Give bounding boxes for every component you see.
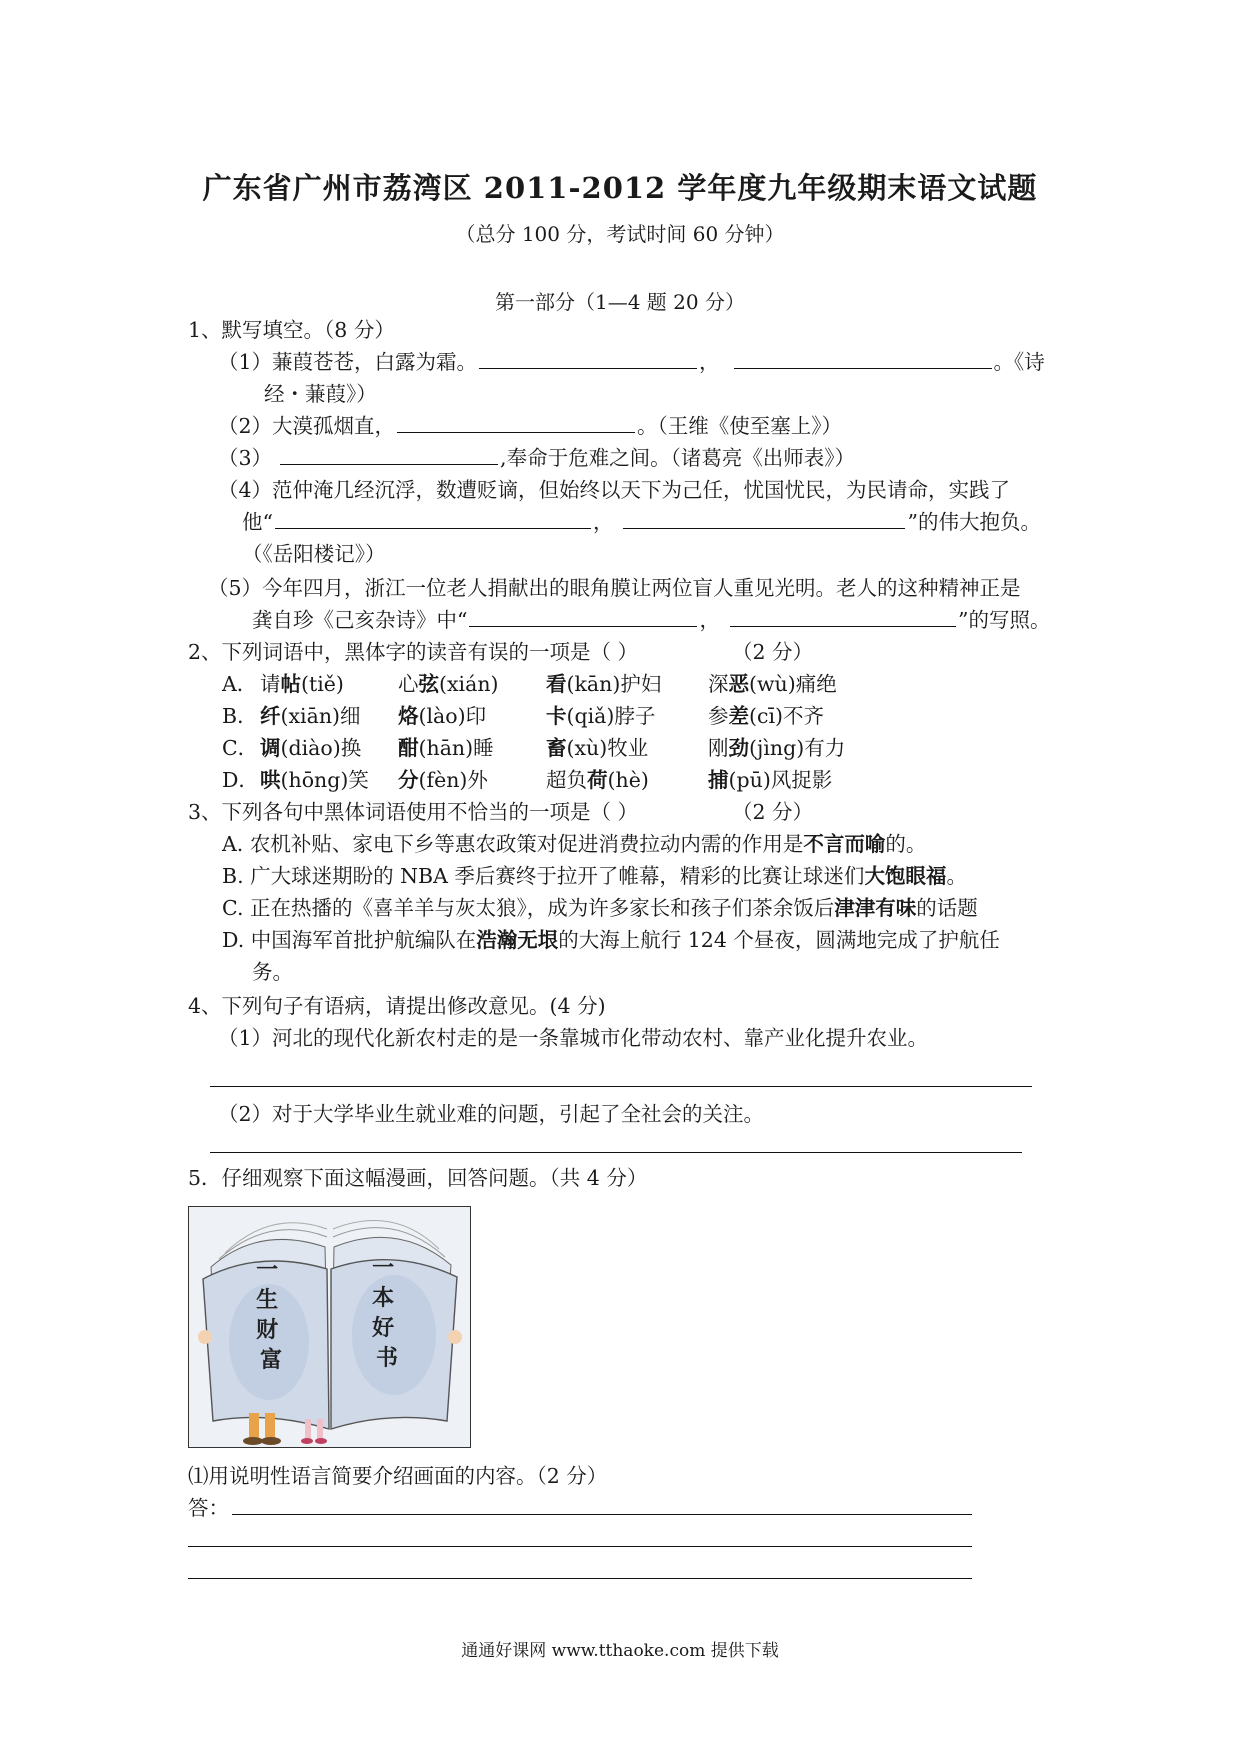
q2-word: [260, 670, 344, 698]
option-text: D. 中国海军首批护航编队在: [222, 928, 477, 952]
bold-char: 恶: [728, 672, 749, 696]
q5-sub-question-1: ⑴用说明性语言简要介绍画面的内容。（2 分）: [188, 1464, 608, 1488]
q1-item-1-source: 。《诗: [993, 350, 1045, 374]
option-text: 的大海上航行 124 个昼夜，圆满地完成了护航任: [558, 928, 1000, 952]
comic-left-text: 一 生 财 富: [256, 1258, 283, 1373]
comic-illustration: [189, 1207, 470, 1447]
comic-image: [188, 1206, 471, 1448]
q1-heading: 1、默写填空。（8 分）: [188, 318, 395, 342]
option-text: 。: [946, 864, 967, 888]
bold-char: 卡: [546, 704, 567, 728]
q2-option-letter: C．: [222, 736, 259, 760]
q2-word: [708, 702, 824, 730]
q1-item-5-tail: ”的写照。: [957, 608, 1051, 632]
answer-line[interactable]: [188, 1546, 972, 1547]
answer-line[interactable]: [210, 1152, 1022, 1153]
answer-line[interactable]: [188, 1578, 972, 1579]
q3-option-a: [222, 830, 926, 858]
option-text: B. 广大球迷期盼的 NBA 季后赛终于拉开了帷幕，精彩的比赛让球迷们: [222, 864, 865, 888]
pinyin-text: (xián): [439, 672, 499, 696]
q1-item-5-line2: [252, 606, 1050, 634]
q1-item-3-number: （3）: [218, 446, 273, 470]
q2-word: [398, 766, 488, 794]
q1-item-5-lead: 龚自珍《己亥杂诗》中“: [252, 608, 468, 632]
q1-item-4-lead: 他“: [242, 510, 273, 534]
fill-blank[interactable]: [623, 508, 905, 529]
bold-term: 浩瀚无垠: [476, 928, 559, 952]
word-text: 参: [708, 704, 729, 728]
q1-item-4-tail: ”的伟大抱负。: [907, 510, 1041, 534]
bold-char: 弦: [418, 672, 439, 696]
pinyin-text: (wù)痛绝: [749, 672, 837, 696]
q3-option-c: [222, 894, 978, 922]
q2-option-letter: A．: [222, 672, 258, 696]
q1-item-4-line2: [242, 508, 1041, 536]
bold-char: 畜: [546, 736, 567, 760]
q4-heading: 4、下列句子有语病，请提出修改意见。(4 分): [188, 994, 606, 1018]
bold-char: 看: [546, 672, 567, 696]
pinyin-text: (xiān)细: [280, 704, 361, 728]
option-text: 的话题: [916, 896, 978, 920]
q3-option-d-cont: 务。: [252, 960, 293, 984]
bold-char: 劲: [728, 736, 749, 760]
pinyin-text: (hān)睡: [418, 736, 494, 760]
answer-line[interactable]: [210, 1086, 1032, 1087]
bold-term: 不言而喻: [803, 832, 886, 856]
q2-word: [398, 670, 499, 698]
bold-char: 酣: [398, 736, 419, 760]
q3-option-b: [222, 862, 967, 890]
fill-blank[interactable]: [730, 606, 956, 627]
bold-char: 捕: [708, 768, 729, 792]
fill-blank[interactable]: [734, 348, 992, 369]
option-text: C. 正在热播的《喜羊羊与灰太狼》，成为许多家长和孩子们茶余饭后: [222, 896, 835, 920]
part-heading: 第一部分（1—4 题 20 分）: [495, 290, 745, 314]
q1-item-1: [218, 348, 1045, 376]
pinyin-text: (hōng)笑: [280, 768, 369, 792]
bold-char: 分: [398, 768, 419, 792]
q2-score: （2 分）: [732, 640, 814, 664]
q2-word: [398, 702, 486, 730]
q5-heading: 5．仔细观察下面这幅漫画，回答问题。（共 4 分）: [188, 1166, 648, 1190]
pinyin-text: (qiǎ)脖子: [566, 704, 656, 728]
pinyin-text: (kān)护妇: [566, 672, 662, 696]
bold-char: 纤: [260, 704, 281, 728]
pinyin-text: (jìng)有力: [749, 736, 846, 760]
q2-word: [260, 702, 361, 730]
q2-word: [260, 766, 369, 794]
fill-blank[interactable]: [275, 508, 591, 529]
fill-blank[interactable]: [469, 606, 697, 627]
q2-word: [546, 702, 655, 730]
q1-item-4-line1: （4）范仲淹几经沉浮，数遭贬谪，但始终以天下为己任，忧国忧民，为民请命，实践了: [218, 478, 1011, 502]
q1-item-3-text: ,奉命于危难之间。（诸葛亮《出师表》）: [500, 446, 856, 470]
fill-blank[interactable]: [280, 444, 498, 465]
pinyin-text: (fèn)外: [418, 768, 488, 792]
pinyin-text: (hè): [607, 768, 649, 792]
q2-word: [546, 670, 661, 698]
word-text: 心: [398, 672, 419, 696]
q2-word: [708, 766, 832, 794]
fill-blank[interactable]: [397, 412, 635, 433]
q2-word: [708, 670, 837, 698]
q1-item-4-source: （《岳阳楼记》）: [242, 542, 386, 566]
q1-item-1-source-cont: 经・蒹葭》）: [264, 382, 377, 406]
exam-title: 广东省广州市荔湾区 2011-2012 学年度九年级期末语文试题: [202, 171, 1038, 205]
comic-right-text: 一 本 好 书: [372, 1256, 399, 1371]
bold-char: 哄: [260, 768, 281, 792]
q2-option-letter: D．: [222, 768, 259, 792]
word-text: 深: [708, 672, 729, 696]
q2-word: [546, 734, 648, 762]
fill-blank[interactable]: [479, 348, 697, 369]
exam-subtitle: （总分 100 分，考试时间 60 分钟）: [455, 222, 785, 246]
bold-char: 调: [260, 736, 281, 760]
q2-word: [398, 734, 494, 762]
option-text: A. 农机补贴、家电下乡等惠农政策对促进消费拉动内需的作用是: [222, 832, 804, 856]
pinyin-text: (pū)风捉影: [728, 768, 833, 792]
answer-label: 答：: [188, 1496, 229, 1520]
bold-char: 帖: [280, 672, 301, 696]
bold-char: 烙: [398, 704, 419, 728]
q3-option-d: [222, 926, 1000, 954]
pinyin-text: (xù)牧业: [566, 736, 649, 760]
q2-option-letter: B．: [222, 704, 258, 728]
q1-item-1-text: （1）蒹葭苍苍，白露为霜。: [218, 350, 478, 374]
pinyin-text: (tiě): [301, 672, 344, 696]
bold-term: 津津有味: [834, 896, 917, 920]
q3-heading: 3、下列各句中黑体词语使用不恰当的一项是（ ）: [188, 800, 639, 824]
bold-char: 荷: [587, 768, 608, 792]
q4-sentence-1: （1）河北的现代化新农村走的是一条靠城市化带动农村、靠产业化提升农业。: [218, 1026, 929, 1050]
comma: ，: [699, 350, 720, 374]
q1-item-2-source: 。（王维《使至塞上》）: [637, 414, 843, 438]
q2-word: [546, 766, 649, 794]
bold-char: 差: [728, 704, 749, 728]
q2-heading: 2、下列词语中，黑体字的读音有误的一项是（ ）: [188, 640, 639, 664]
comma: ，: [699, 608, 720, 632]
pinyin-text: (cī)不齐: [749, 704, 825, 728]
word-text: 刚: [708, 736, 729, 760]
q1-item-3: [218, 444, 855, 472]
q3-score: （2 分）: [732, 800, 814, 824]
q1-item-2-text: （2）大漠孤烟直，: [218, 414, 396, 438]
word-text: 请: [260, 672, 281, 696]
word-text: 超负: [546, 768, 587, 792]
q1-item-2: [218, 412, 842, 440]
pinyin-text: (diào)换: [280, 736, 362, 760]
q2-word: [260, 734, 361, 762]
pinyin-text: (lào)印: [418, 704, 487, 728]
q4-sentence-2: （2）对于大学毕业生就业难的问题，引起了全社会的关注。: [218, 1102, 765, 1126]
footer-credit: 通通好课网 www.tthaoke.com 提供下载: [461, 1641, 779, 1661]
q2-word: [708, 734, 845, 762]
q1-item-5-line1: （5）今年四月，浙江一位老人捐献出的眼角膜让两位盲人重见光明。老人的这种精神正是: [208, 576, 1021, 600]
comma: ，: [592, 510, 614, 534]
bold-term: 大饱眼福: [864, 864, 947, 888]
option-text: 的。: [885, 832, 927, 856]
answer-line[interactable]: [232, 1514, 972, 1515]
